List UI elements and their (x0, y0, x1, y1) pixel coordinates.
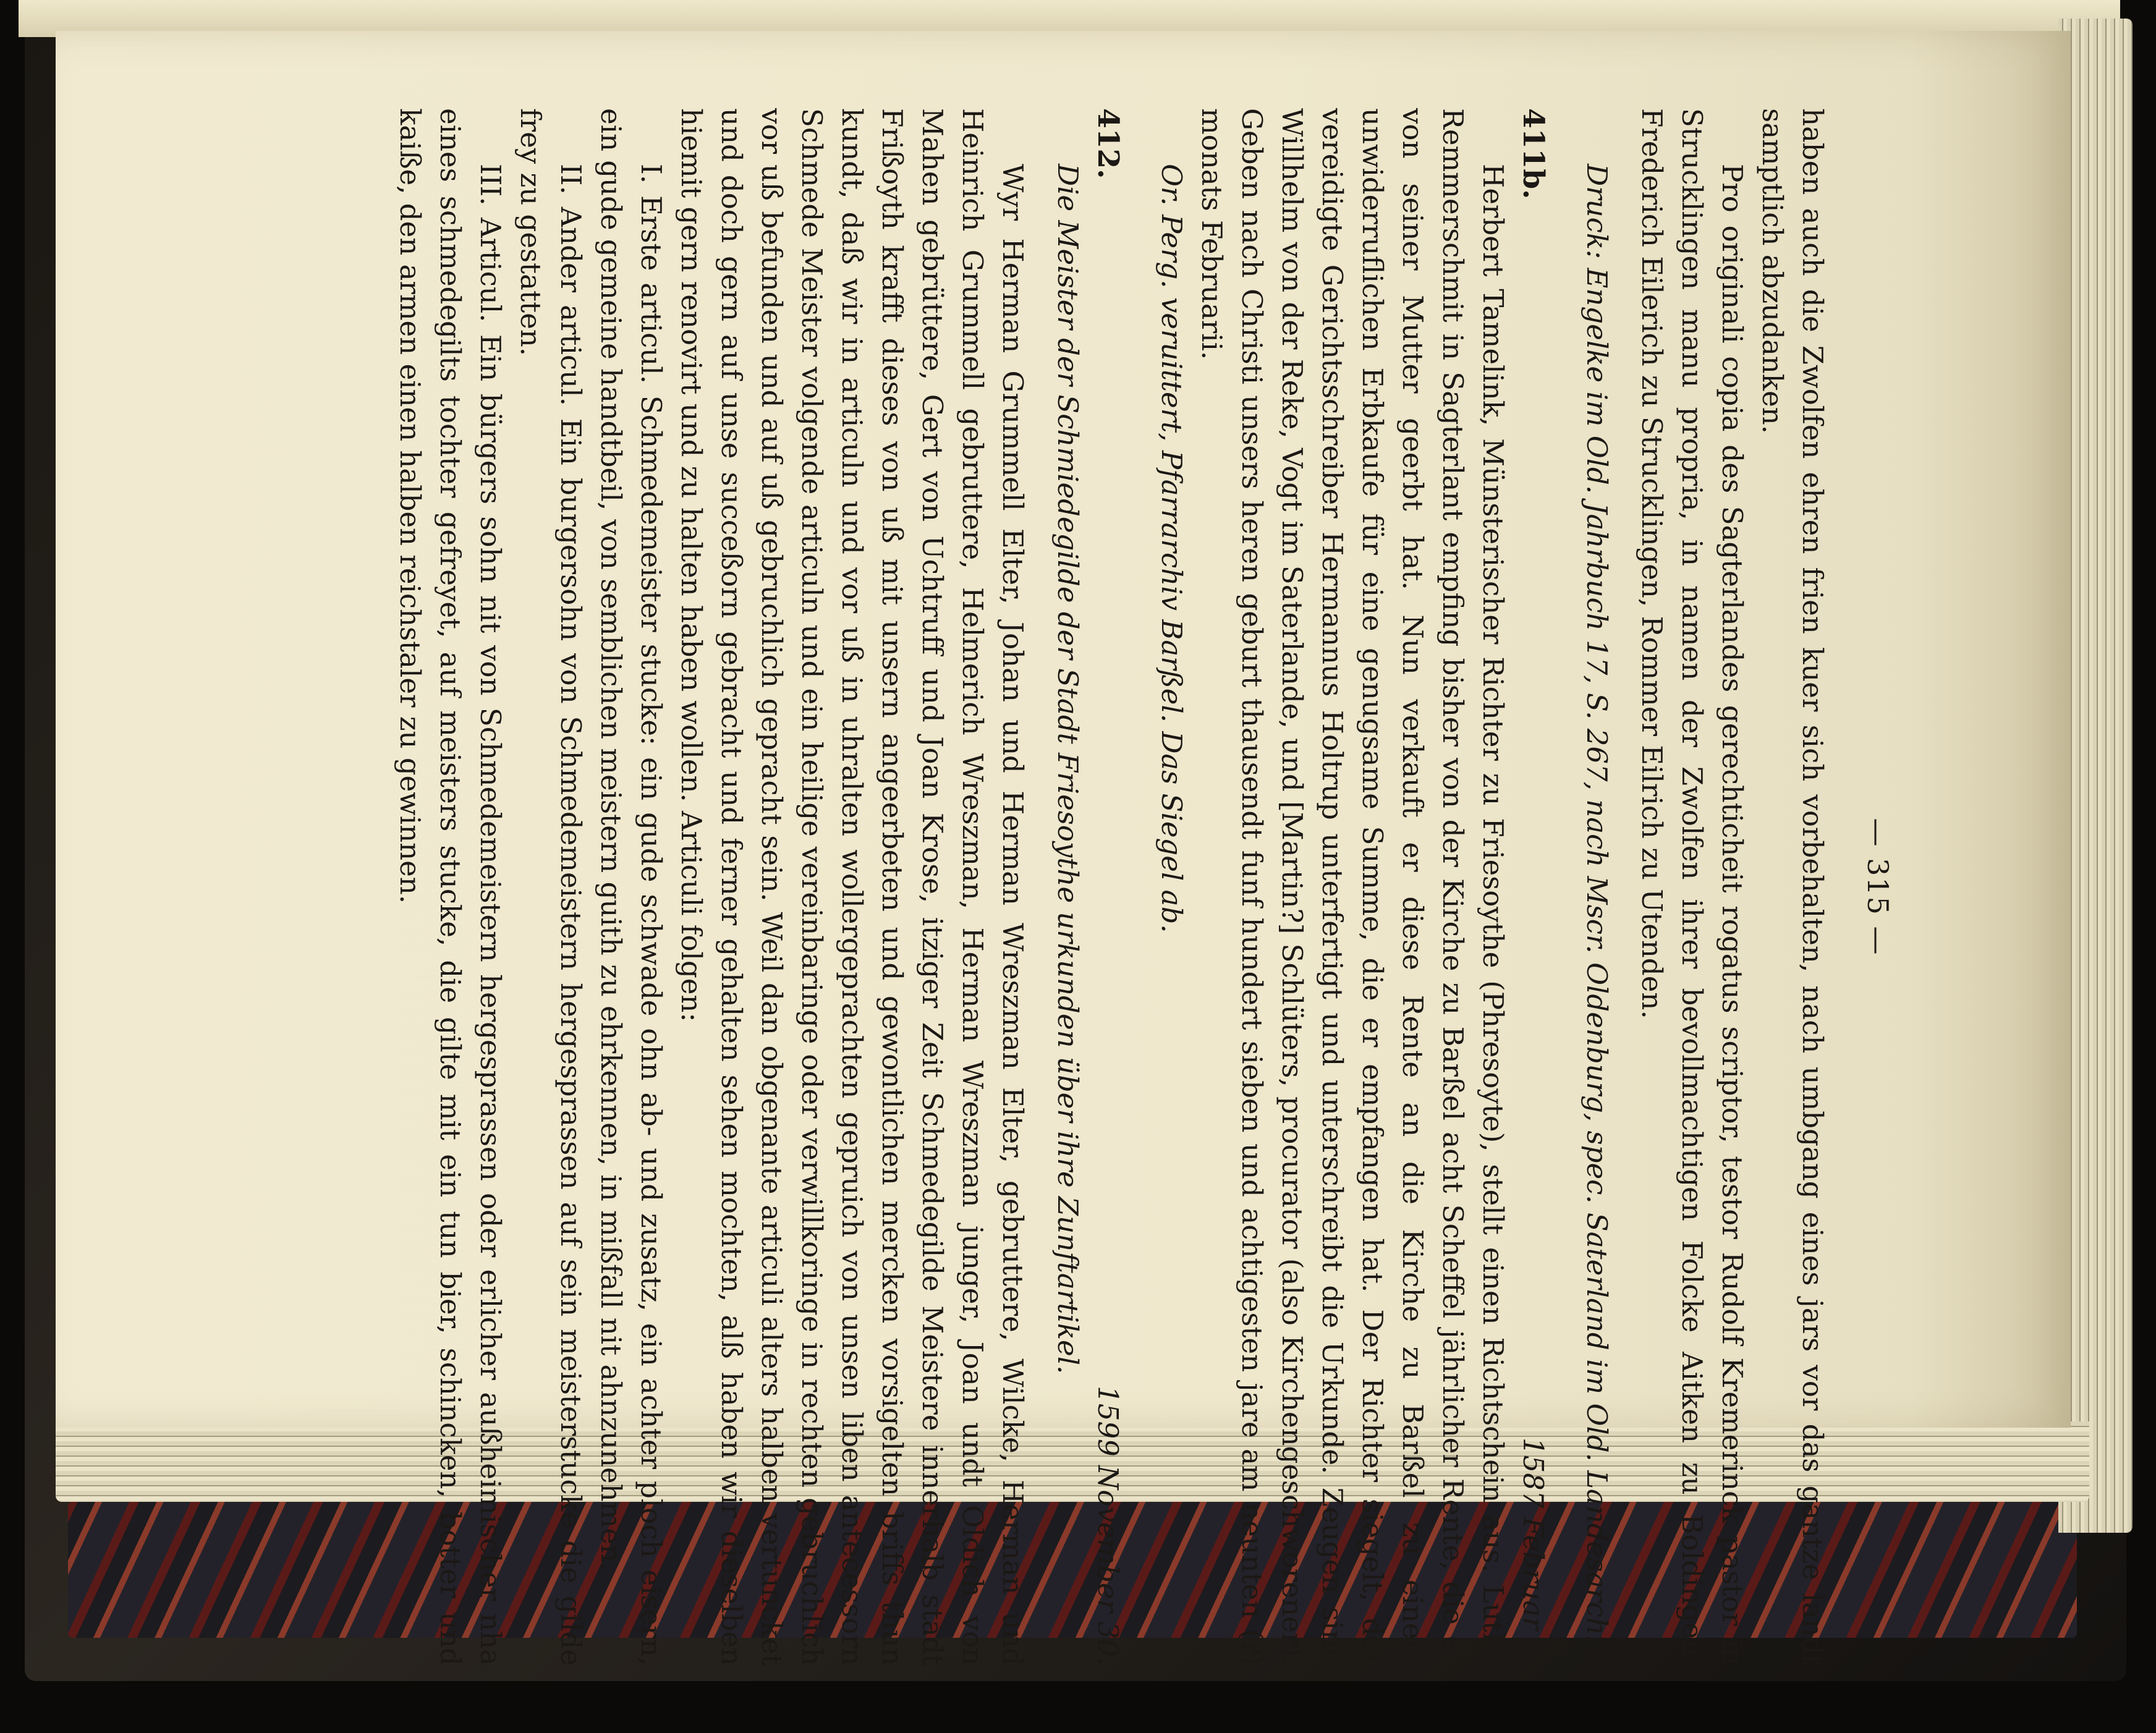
entry-411b-text: Herbert Tamelink, Münsterischer Richter zu Friesoythe (Phresoyte), stellt einen Richtschein aus. Lutke Remmerschmit in Sagterlant empfing bisher von der Kirche zu Barßel acht Scheffel jährlicher Rente, die er von seiner Mutter geerbt hat. Nun verkauft er diese Rente an die Kirche zu Barßel zu einem unwiderruflichen Erbkaufe für eine genugsame Summe, die er empfangen hat. Der Richter siegelt, der vereidigte Gerichtsschreiber Hermannus Holtrup unterfertigt und unterschreibt die Urkunde. Zeugen sind Willhelm von der Reke, Vogt im Saterlande, und [Martin?] Schlüters, procurator (also Kirchengeschworener). Geben nach Christi unsers heren geburt thausendt funf hundert sieben und achtigesten jare am neunten (?) monats Februarii. (1195, 108, 1509, 1666)
druck-note: Druck: Engelke im Old. Jahrbuch 17, S. 267, nach Mscr. Oldenburg, spec. Saterland im Old. Landesarchiv. (1581, 164, 1613, 1666)
page-text (321, 108, 1898, 1666)
entry-412-title: Die Meister der Schmiedegilde der Stadt Friesoythe urkunden über ihre Zunftartikel. (1051, 164, 1084, 1375)
entry-412-paragraph-2: I. Erste articul. Schmedemeister stucke: ein gude schwade ohn ab- und zusatz, ein achter ploch eisern, ein gude gemeine handtbeil, von semblichen meistern guith zu ehrkennen, in mißfall nit ahnzunehmen. (595, 108, 668, 1666)
entry-411b-source: Or. Perg. veruittert, Pfarrarchiv Barßel. Das Siegel ab. (1155, 164, 1188, 933)
entry-411b-date: 1587 Februar 9. (1517, 1437, 1550, 1666)
entry-411b-number: 411b. (1516, 108, 1550, 200)
intro-paragraph-1: haben auch die Zwolfen ehren frien kuer sich vorbehalten, nach umbgang eines jars vor das gantze landt samptlich abzudanken. (1756, 108, 1829, 1666)
entry-411b-head (1513, 108, 1553, 1666)
intro-paragraph-2: Pro originali copia des Sagterlandes gerechticheit rogatus scriptor, testor Rudolf Kremerinck pastor in Strucklingen manu propria, in namen der Zwolfen ihrer bevollmachtigen Folcke Aitken zu Boldingen, Frederich Eilerich zu Strucklingen, Rommer Eilrich zu Utenden. (1636, 108, 1749, 1666)
entry-412-paragraph-4: III. Articul. Ein bürgers sohn nit von Schmedemeistern hergesprassen oder erlicher außheimischer nha eines schmedegilts tochter gefreyet, auf meisters stucke, die gilte mit ein tun bier, schincken, botter und kaiße, den armen einen halben reichstaler zu gewinnen. (394, 108, 507, 1666)
entry-412-paragraph-1: Wyr Herman Grummell Elter, Johan und Herman Wreszman Elter, gebruttere, Wilcke, Herman und Heinrich Grummell gebruttere, Helmerich Wreszman, Herman Wreszman junger, Joan undt Oldich von Mahen gebrüttere, Gert von Uchtruff und Joan Krose, itziger Zeit Schmedegilde Meistere innerhalb stadt Frißoyth krafft dieses von uß mit unsern angeerbeten und gewontlichen mercken vorsigelten briffs thun kundt, daß wir in articuln und vor uß in uhralten wollergeprachten gepruich von unsen liben antecessorn Schmede Meister volgende articuln und ein heilige vereinbaringe oder verwillkoringe in rechten gebruchlich vor uß befunden und auf uß gebruchlich gepracht sein. Weil dan obgenante articuli alters halben vertuncket und doch gern auf unse succeßorn gebracht und ferner gehalten sehen mochten, alß haben wir dieselben hiemit gern renovirt und zu halten haben wollen. Articuli folgen: (675, 108, 1029, 1666)
page-number: — 315 — (1861, 818, 1895, 956)
entry-412-paragraph-3: II. Ander articul. Ein burgersohn von Schmedemeistern hergesprassen auf sein meisterstucke die gilde frey zu gestatten. (514, 108, 587, 1666)
entry-412-head (1088, 108, 1128, 1666)
entry-412-number: 412. (1091, 108, 1125, 179)
entry-412-date: 1599 November 30. (1092, 1386, 1124, 1666)
